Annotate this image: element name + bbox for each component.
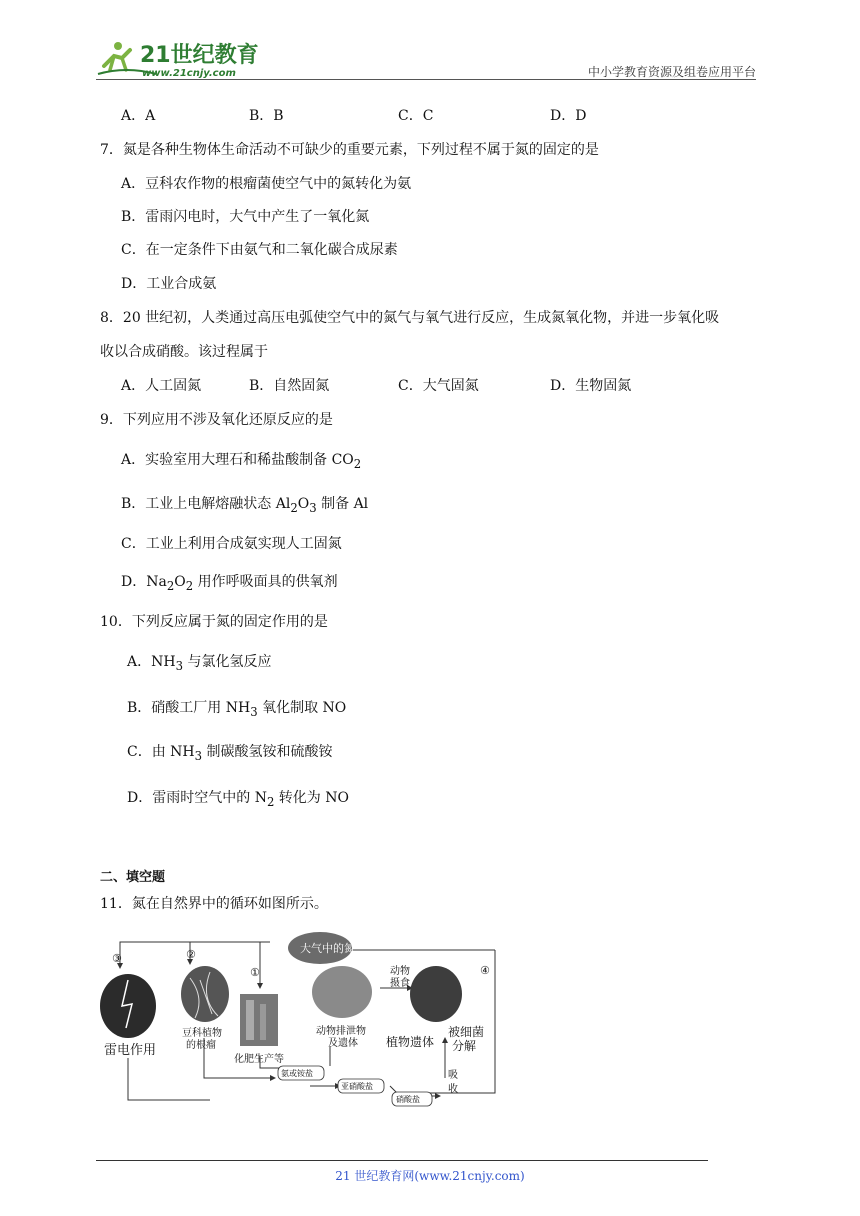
marker-3: ③ [112,952,122,965]
header-platform-label: 中小学教育资源及组卷应用平台 [587,65,756,79]
q10-option-b: B．硝酸工厂用 $NH_3$ 氧化制取 NO [127,700,347,719]
label-absorb-2: 收 [448,1084,458,1095]
q8-option-b: B．自然固氮 [249,378,330,394]
label-fertilizer: 化肥生产等 [234,1054,284,1065]
q10-option-c: C．由 $NH_3$ 制碳酸氢铵和硫酸铵 [127,744,333,763]
q7-option-a: A．豆科农作物的根瘤菌使空气中的氮转化为氨 [121,176,412,192]
marker-2: ② [186,948,196,961]
q7-option-d: D．工业合成氨 [121,276,217,292]
header-divider [96,79,756,80]
q10-stem: 10．下列反应属于氮的固定作用的是 [100,614,328,630]
animal-photo [312,966,372,1018]
q9-stem: 9．下列应用不涉及氧化还原反应的是 [100,412,333,428]
prev-option-b: B．B [249,108,284,124]
prev-option-c: C．C [398,108,434,124]
q9-option-c: C．工业上利用合成氨实现人工固氮 [121,536,342,552]
q10-option-a: A．$NH_3$ 与氯化氢反应 [127,654,272,673]
q7-option-b: B．雷雨闪电时，大气中产生了一氧化氮 [121,209,370,225]
q8-stem-line2: 收以合成硝酸。该过程属于 [100,344,268,360]
q11-stem: 11．氮在自然界中的循环如图所示。 [100,896,328,912]
label-atmosphere: 大气中的氮 [300,942,355,955]
q9-option-b: B．工业上电解熔融状态 $Al_2O_3$ 制备 Al [121,496,369,515]
label-lightning: 雷电作用 [104,1043,157,1058]
site-logo [96,36,266,80]
q8-option-d: D．生物固氮 [550,378,632,394]
q8-option-c: C．大气固氮 [398,378,479,394]
label-plant-remains: 植物遗体 [386,1035,435,1049]
label-legume: 豆科植物 [182,1028,222,1039]
nitrogen-cycle-diagram [100,928,500,1108]
q7-stem: 7．氮是各种生物体生命活动不可缺少的重要元素，下列过程不属于氮的固定的是 [100,142,599,158]
label-animal-waste-2: 及遗体 [328,1038,358,1049]
section-title-fill-in: 二、填空题 [100,870,166,885]
footer-site-text: 21 世纪教育网(www.21cnjy.com) [335,1169,525,1183]
label-animal-waste-1: 动物排泄物 [316,1026,366,1037]
q8-option-a: A．人工固氮 [121,378,202,394]
label-nitrite: 亚硝酸盐 [341,1082,373,1091]
marker-1: ① [250,966,260,979]
label-animal-eat-1: 动物 [390,966,410,977]
label-legume-2: 的根瘤 [186,1040,216,1051]
prev-option-a: A．A [121,108,156,124]
factory-photo [240,994,278,1046]
q9-option-a: A．实验室用大理石和稀盐酸制备 $CO_2$ [121,452,362,471]
marker-4: ④ [480,964,490,977]
label-absorb-1: 吸 [448,1070,458,1081]
lightning-photo [100,974,156,1038]
label-animal-eat-2: 摄食 [390,978,410,989]
label-bacteria-1: 被细菌 [448,1025,485,1039]
footer-divider [96,1160,708,1161]
label-ammonia: 氨或铵盐 [281,1069,313,1078]
prev-option-d: D．D [550,108,587,124]
label-bacteria-2: 分解 [452,1039,477,1053]
logo-text: 21世纪教育 [140,43,259,68]
q10-option-d: D．雷雨时空气中的 $N_2$ 转化为 NO [127,790,349,809]
q9-option-d: D．$Na_2O_2$ 用作呼吸面具的供氧剂 [121,574,338,593]
q8-stem-line1: 8．20 世纪初，人类通过高压电弧使空气中的氮气与氧气进行反应，生成氮氧化物，并进一步氧化吸 [100,310,720,326]
q7-option-c: C．在一定条件下由氨气和二氧化碳合成尿素 [121,242,398,258]
forest-photo [410,966,462,1022]
label-nitrate: 硝酸盐 [396,1095,420,1104]
logo-url: www.21cnjy.com [142,68,236,79]
